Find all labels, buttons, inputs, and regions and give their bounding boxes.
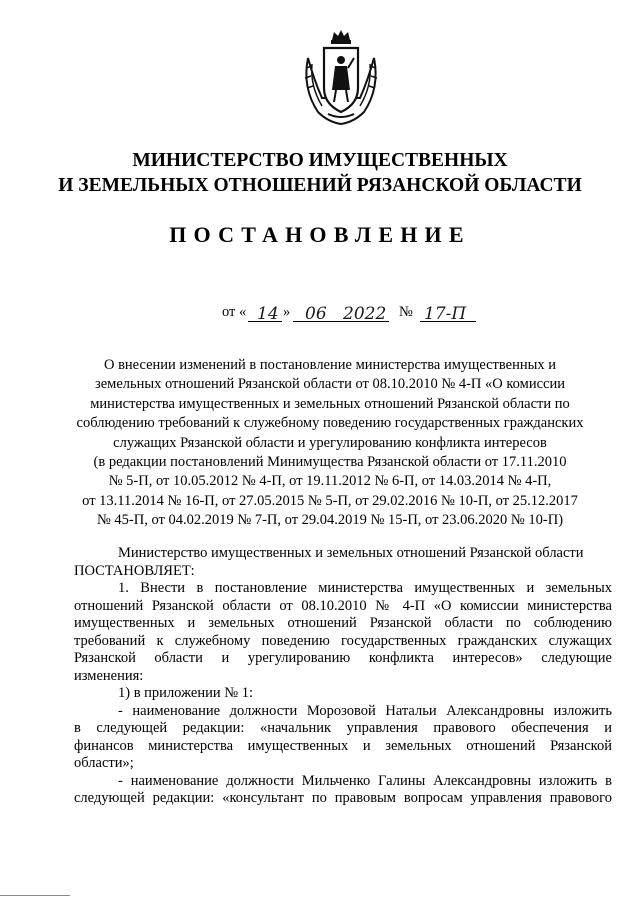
subject-line: соблюдению требований к служебному поведению государственных гражданских xyxy=(76,415,584,432)
body-line: следующей редакции: «консультант по правовым вопросам управления правового xyxy=(74,790,612,806)
subject-line: от 13.11.2014 № 16-П, от 27.05.2015 № 5-П, от 29.02.2016 № 10-П, от 25.12.2017 xyxy=(82,492,578,509)
ryazan-coat-of-arms-icon xyxy=(298,28,384,126)
number-underline xyxy=(420,321,476,322)
body-line: ПОСТАНОВЛЯЕТ: xyxy=(74,562,195,579)
date-year: 2022 xyxy=(343,304,387,324)
number-sign: № xyxy=(399,304,413,320)
subject-line: служащих Рязанской области и урегулированию конфликта интересов xyxy=(113,434,547,451)
document-subject xyxy=(60,356,600,531)
date-prefix: от « xyxy=(222,304,247,320)
subject-line: министерства имущественных и земельных отношений Рязанской области по xyxy=(90,395,570,412)
body-line: - наименование должности Мильченко Галины Александровны изложить в xyxy=(118,772,612,789)
body-line: в следующей редакции: «начальник управления правового обеспечения и xyxy=(74,720,612,736)
document-body xyxy=(74,545,612,808)
month-year-underline xyxy=(293,321,389,322)
ministry-name-line-2: И ЗЕМЕЛЬНЫХ ОТНОШЕНИЙ РЯЗАНСКОЙ ОБЛАСТИ xyxy=(58,175,582,196)
subject-line: (в редакции постановлений Минимущества Рязанской области от 17.11.2010 xyxy=(93,454,567,471)
subject-line: № 45-П, от 04.02.2019 № 7-П, от 29.04.2019 № 15-П, от 23.06.2020 № 10-П) xyxy=(96,512,564,529)
body-line: Министерство имущественных и земельных отношений Рязанской области xyxy=(118,545,584,561)
day-underline xyxy=(248,321,282,322)
subject-line: № 5-П, от 10.05.2012 № 4-П, от 19.11.2012 № 6-П, от 14.03.2014 № 4-П, xyxy=(108,473,552,490)
subject-line: О внесении изменений в постановление министерства имущественных и xyxy=(103,357,556,373)
body-line: области»; xyxy=(74,755,134,771)
document-type-title: ПОСТАНОВЛЕНИЕ xyxy=(169,222,471,247)
document-number: 17-П xyxy=(424,304,467,324)
body-line: отношений Рязанской области от 08.10.2010 № 4-П «О комиссии министерства xyxy=(74,597,612,614)
date-month: 06 xyxy=(305,304,327,324)
date-number-line xyxy=(0,300,640,326)
body-line: Рязанской области и урегулированию конфликта интересов» следующие xyxy=(74,650,612,666)
body-line: изменения: xyxy=(74,667,144,684)
body-line: 1. Внести в постановление министерства имущественных и земельных xyxy=(118,580,612,596)
body-line: - наименование должности Морозовой Натальи Александровны изложить xyxy=(118,702,612,719)
date-mid: » xyxy=(283,304,291,320)
body-line: требований к служебному поведению государственных гражданских служащих xyxy=(74,632,612,649)
body-line: имущественных и земельных отношений Рязанской области по соблюдению xyxy=(74,615,612,631)
ministry-name-line-1: МИНИСТЕРСТВО ИМУЩЕСТВЕННЫХ xyxy=(132,150,508,171)
subject-line: земельных отношений Рязанской области от 08.10.2010 № 4-П «О комиссии xyxy=(95,376,565,393)
page-footer-rule xyxy=(0,895,70,896)
body-line: 1) в приложении № 1: xyxy=(118,685,253,701)
body-line: финансов министерства имущественных и земельных отношений Рязанской xyxy=(74,737,612,754)
date-day: 14 xyxy=(257,304,279,324)
